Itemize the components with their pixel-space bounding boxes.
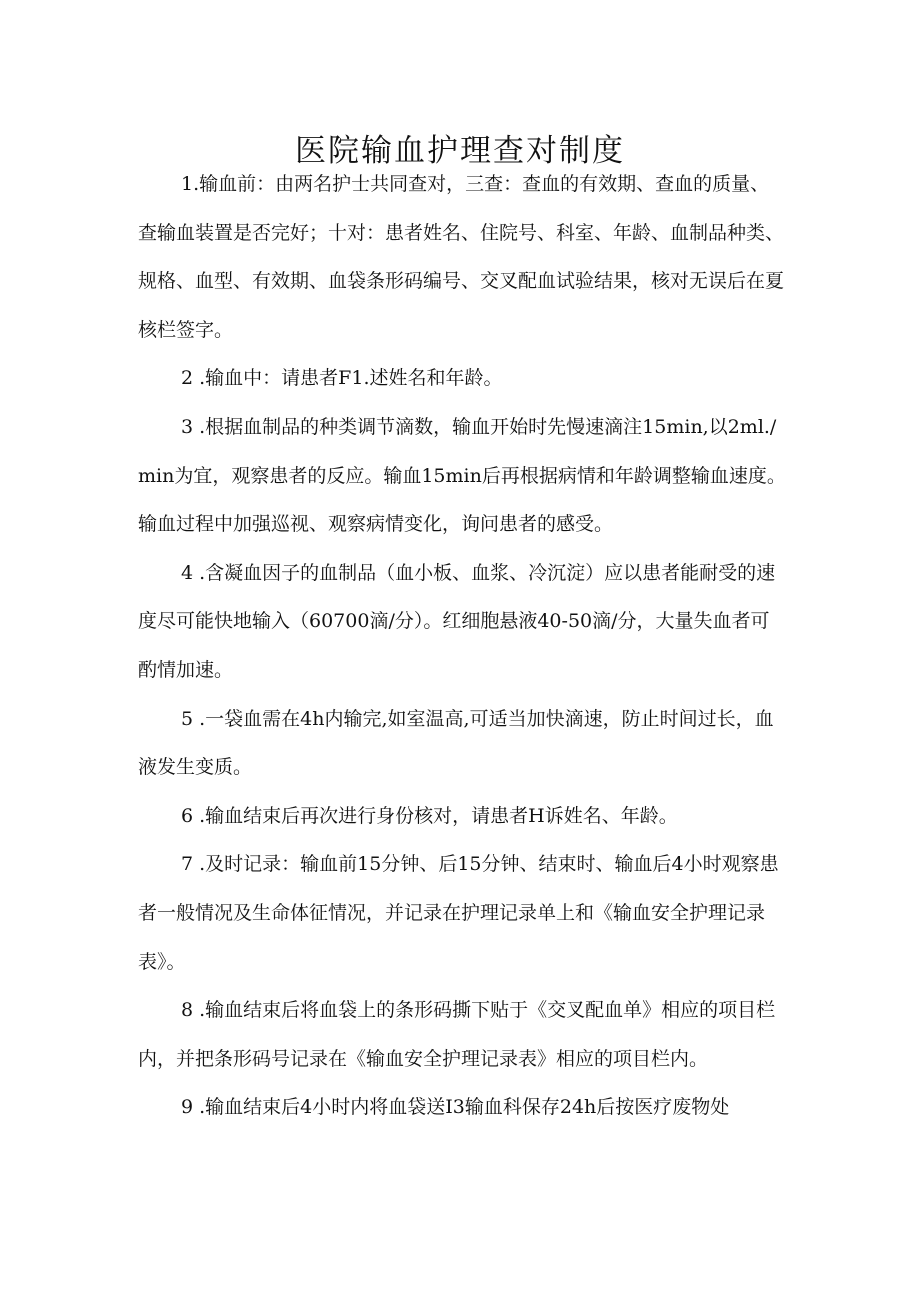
paragraph-8: 8 .输血结束后将血袋上的条形码撕下贴于《交叉配血单》相应的项目栏内，并把条形码号记录在《输血安全护理记录表》相应的项目栏内。	[138, 999, 776, 1070]
document-title: 医院输血护理查对制度	[295, 132, 625, 169]
paragraph-5: 5 .一袋血需在4h内输完,如室温高,可适当加快滴速，防止时间过长，血液发生变质。	[138, 707, 774, 779]
paragraph-6: 6 .输血结束后再次进行身份核对，请患者H诉姓名、年龄。	[181, 804, 678, 827]
paragraph-2: 2 .输血中：请患者F1.述姓名和年龄。	[181, 367, 503, 390]
paragraph-7: 7 .及时记录：输血前15分钟、后15分钟、结束时、输血后4小时观察患者一般情况及生命体征情况，并记录在护理记录单上和《输血安全护理记录表》。	[138, 853, 779, 973]
paragraph-4: 4 .含凝血因子的血制品（血小板、血浆、冷沉淀）应以患者能耐受的速度尽可能快地输入（60700滴/分）。红细胞悬液40-50滴/分，大量失血者可酌情加速。	[138, 561, 776, 681]
paragraph-1: 1.输血前：由两名护士共同查对，三查：查血的有效期、查血的质量、查输血装置是否完好；十对：患者姓名、住院号、科室、年龄、血制品种类、规格、血型、有效期、血袋条形码编号、交叉配血试验结果，核对无误后在夏核栏签字。	[138, 173, 785, 341]
paragraph-3: 3 .根据血制品的种类调节滴数，输血开始时先慢速滴注15min,以2ml./min为宜，观察患者的反应。输血15min后再根据病情和年龄调整输血速度。输血过程中加强巡视、观察病情变化，询问患者的感受。	[138, 415, 786, 536]
paragraph-9: 9 .输血结束后4小时内将血袋送I3输血科保存24h后按医疗废物处	[181, 1096, 730, 1119]
document-body	[138, 160, 786, 1132]
